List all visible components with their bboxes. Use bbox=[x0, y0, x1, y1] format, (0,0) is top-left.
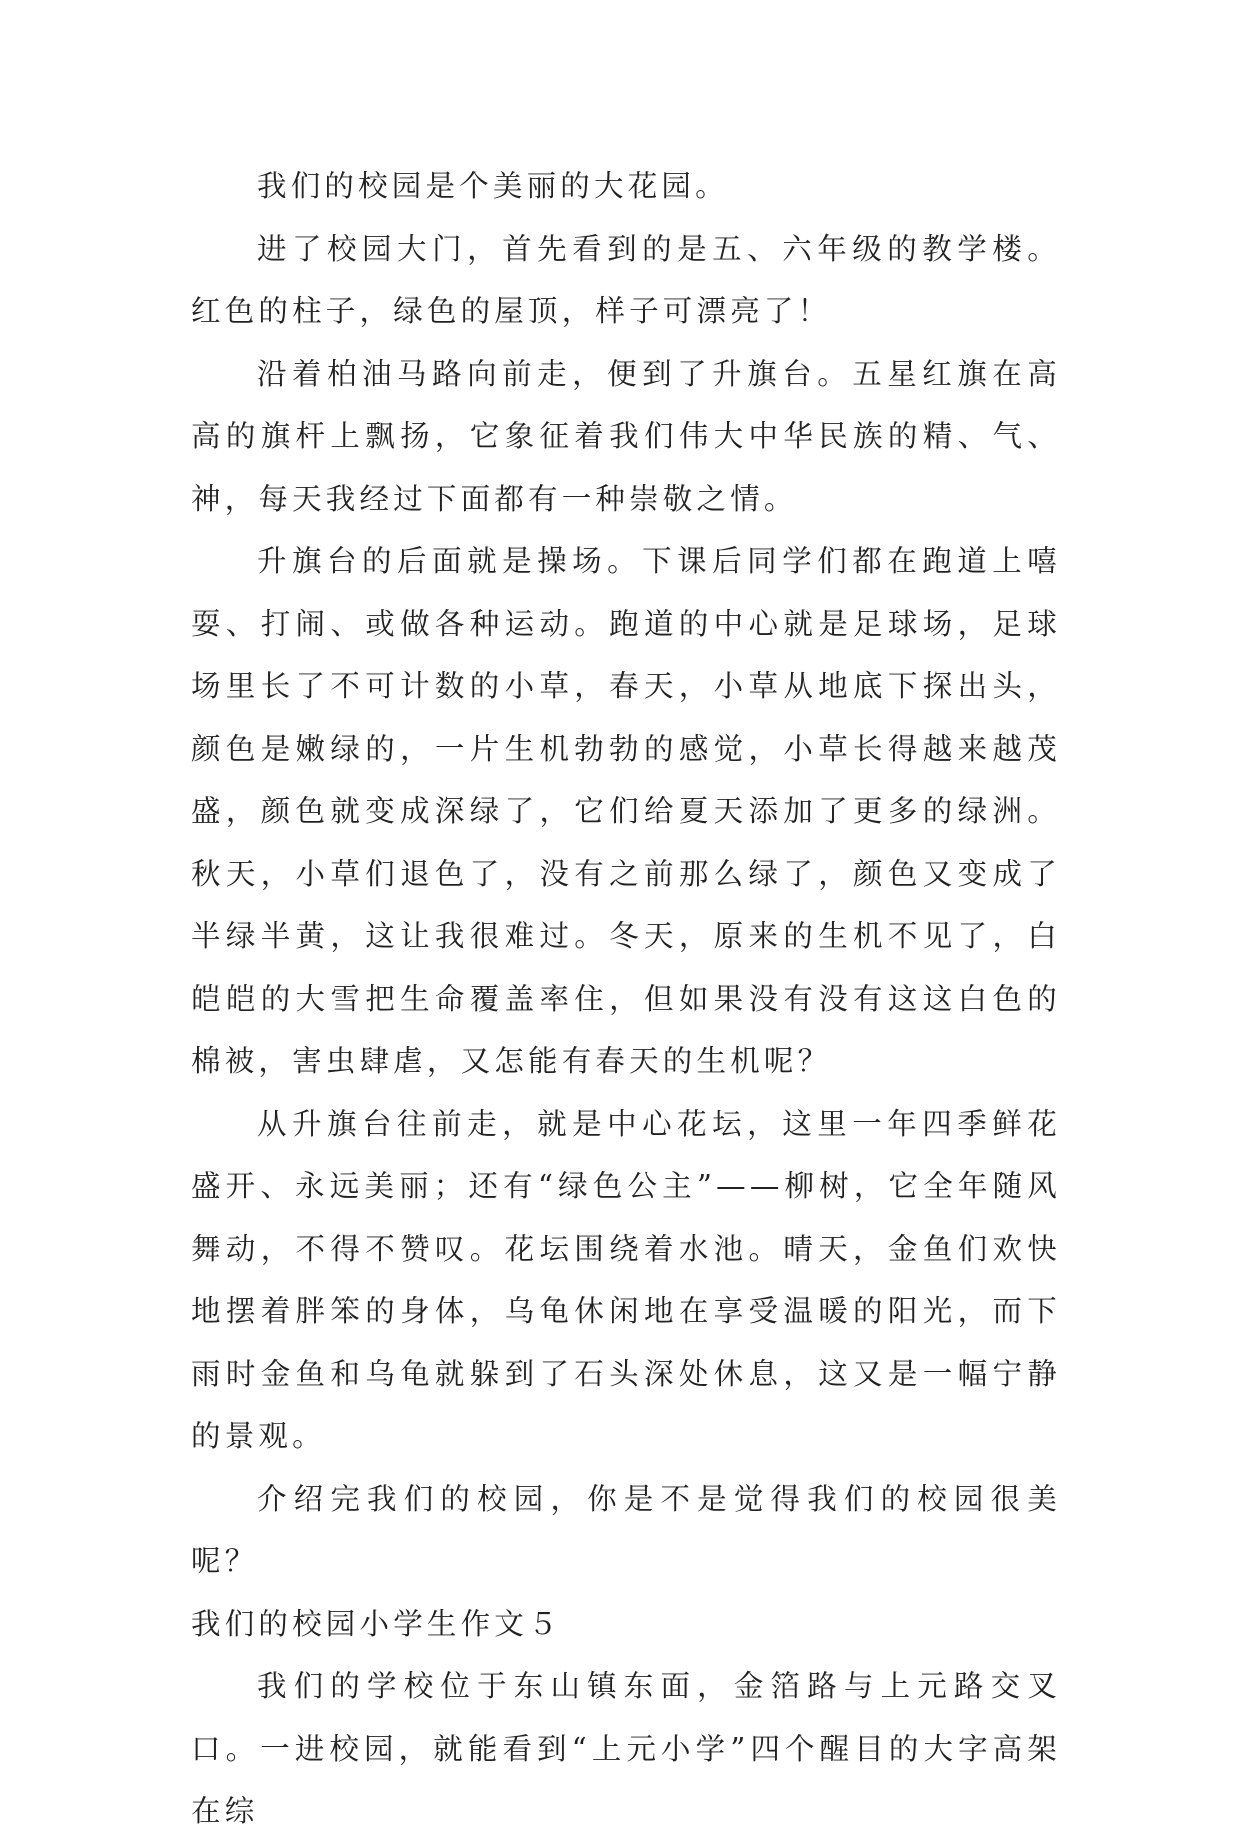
paragraph-playground: 升旗台的后面就是操场。下课后同学们都在跑道上嘻耍、打闹、或做各种运动。跑道的中心就是足球场，足球场里长了不可计数的小草，春天，小草从地底下探出头，颜色是嫩绿的，一片生机勃勃的感觉，小草长得越来越茂盛，颜色就变成深绿了，它们给夏天添加了更多的绿洲。秋天，小草们退色了，没有之前那么绿了，颜色又变成了半绿半黄，这让我很难过。冬天，原来的生机不见了，白皑皑的大雪把生命覆盖率住，但如果没有没有这这白色的棉被，害虫肆虐，又怎能有春天的生机呢？ bbox=[191, 544, 1061, 1078]
paragraph-flag-platform: 沿着柏油马路向前走，便到了升旗台。五星红旗在高高的旗杆上飘扬，它象征着我们伟大中华民族的精、气、神，每天我经过下面都有一种崇敬之情。 bbox=[191, 356, 1061, 516]
essay-heading: 我们的校园小学生作文５ bbox=[191, 1606, 562, 1641]
paragraph-school-location: 我们的学校位于东山镇东面，金箔路与上元路交叉口。一进校园，就能看到“上元小学”四个醒目的大字高架在综 bbox=[191, 1669, 1061, 1828]
document-body bbox=[191, 155, 1061, 1843]
paragraph-intro: 我们的校园是个美丽的大花园。 bbox=[257, 169, 729, 203]
paragraph-flower-bed: 从升旗台往前走，就是中心花坛，这里一年四季鲜花盛开、永远美丽；还有“绿色公主”——柳树，它全年随风舞动，不得不赞叹。花坛围绕着水池。晴天，金鱼们欢快地摆着胖笨的身体，乌龟休闲地在享受温暖的阳光，而下雨时金鱼和乌龟就躲到了石头深处休息，这又是一幅宁静的景观。 bbox=[191, 1106, 1061, 1453]
paragraph-conclusion: 介绍完我们的校园，你是不是觉得我们的校园很美呢？ bbox=[191, 1481, 1061, 1578]
paragraph-teaching-building: 进了校园大门，首先看到的是五、六年级的教学楼。红色的柱子，绿色的屋顶，样子可漂亮了！ bbox=[191, 231, 1061, 328]
